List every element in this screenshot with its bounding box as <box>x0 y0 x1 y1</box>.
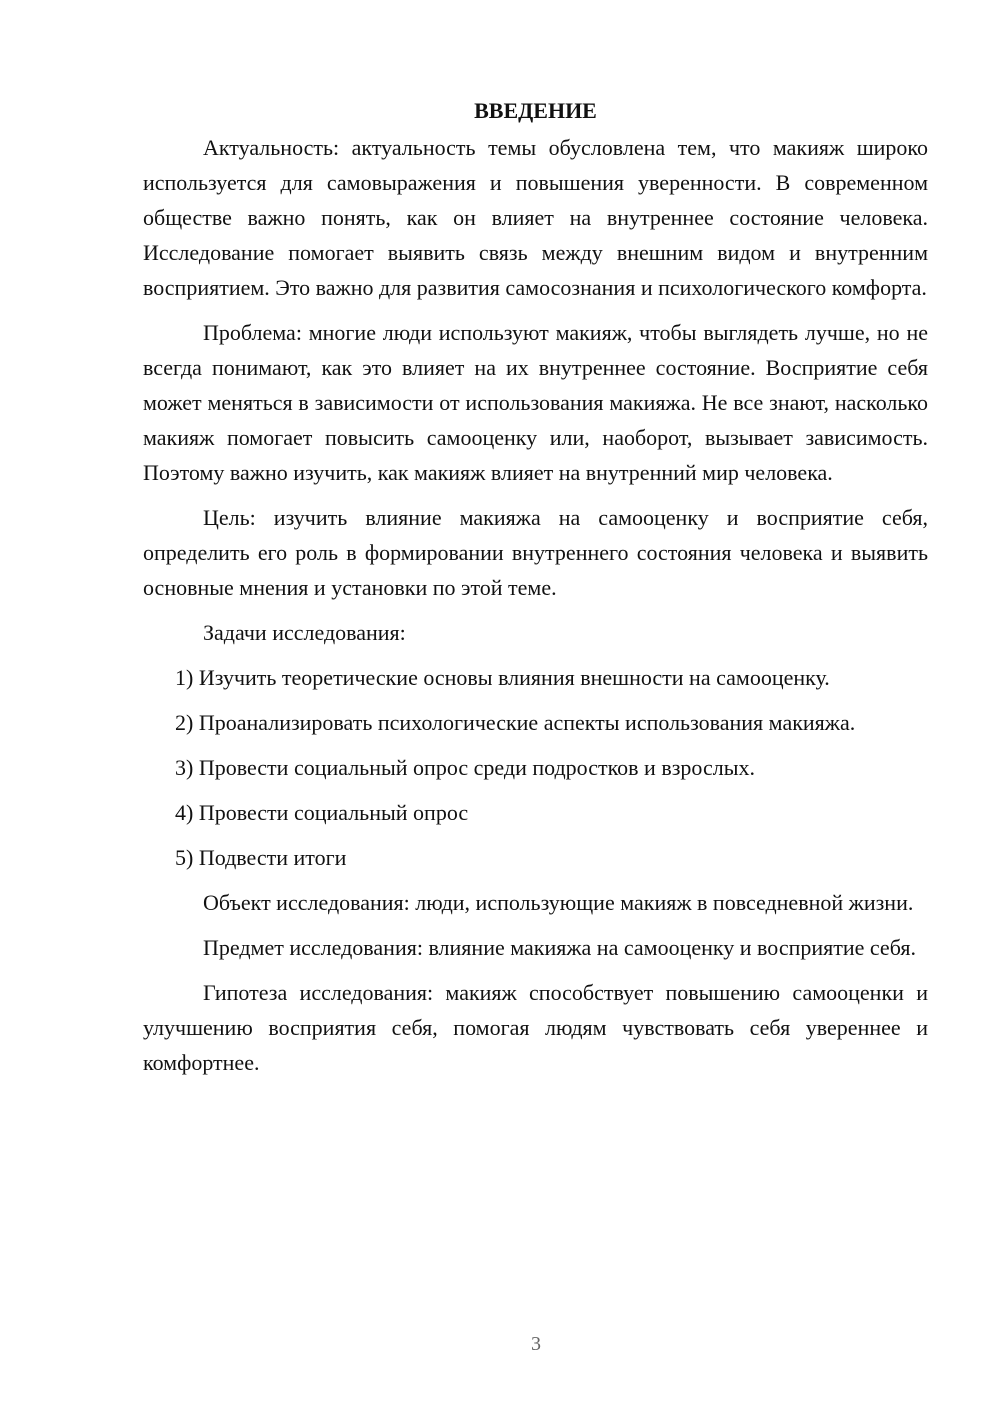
task-item-1: 1) Изучить теоретические основы влияния внешности на самооценку. <box>175 665 830 690</box>
page-content <box>143 92 928 1090</box>
paragraph-problem: Проблема: многие люди используют макияж, чтобы выглядеть лучше, но не всегда понимают, как это влияет на их внутреннее состояние. Восприятие себя может меняться в зависимости от использования макияжа. Не все знают, насколько макияж помогает повысить самооценку или, наоборот, вызывает зависимость. Поэтому важно изучить, как макияж влияет на внутренний мир человека. <box>143 320 928 485</box>
page-title: ВВЕДЕНИЕ <box>474 98 597 123</box>
paragraph-subject: Предмет исследования: влияние макияжа на самооценку и восприятие себя. <box>203 935 916 960</box>
paragraph-goal: Цель: изучить влияние макияжа на самооценку и восприятие себя, определить его роль в формировании внутреннего состояния человека и выявить основные мнения и установки по этой теме. <box>143 505 928 600</box>
paragraph-object: Объект исследования: люди, использующие макияж в повседневной жизни. <box>203 890 914 915</box>
task-item-2: 2) Проанализировать психологические аспекты использования макияжа. <box>175 710 856 735</box>
task-item-5: 5) Подвести итоги <box>175 845 347 870</box>
page-number: 3 <box>531 1333 541 1355</box>
task-item-3: 3) Провести социальный опрос среди подростков и взрослых. <box>175 755 755 780</box>
task-item-4: 4) Провести социальный опрос <box>175 800 469 825</box>
paragraph-relevance: Актуальность: актуальность темы обусловлена тем, что макияж широко используется для самовыражения и повышения уверенности. В современном обществе важно понять, как он влияет на внутреннее состояние человека. Исследование помогает выявить связь между внешним видом и внутренним восприятием. Это важно для развития самосознания и психологического комфорта. <box>143 135 928 300</box>
paragraph-hypothesis: Гипотеза исследования: макияж способствует повышению самооценки и улучшению восприятия себя, помогая людям чувствовать себя увереннее и комфортнее. <box>143 980 928 1075</box>
paragraph-tasks-heading: Задачи исследования: <box>203 620 406 645</box>
